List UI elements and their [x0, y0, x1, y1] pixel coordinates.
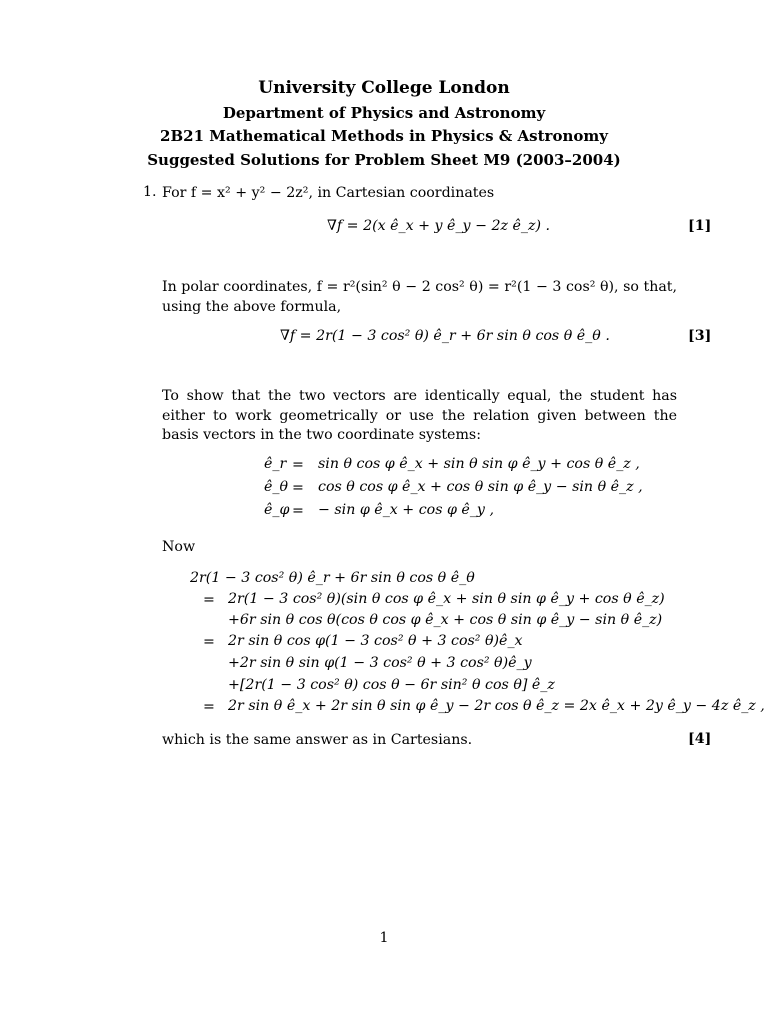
- now-label: Now: [162, 539, 196, 555]
- mark-label-3: [3]: [688, 328, 712, 344]
- equation-cartesian: ∇f = 2(x ê_x + y ê_y − 2z ê_z) .: [327, 218, 551, 234]
- page-number: 1: [379, 930, 389, 946]
- derivation-line: +[2r(1 − 3 cos² θ) cos θ − 6r sin² θ cos θ] ê_z: [228, 677, 555, 693]
- derivation-line: 2r sin θ ê_x + 2r sin θ sin φ ê_y − 2r cos θ ê_z = 2x ê_x + 2y ê_y − 4z ê_z ,: [228, 698, 765, 714]
- mark-label-4: [4]: [688, 731, 712, 747]
- derivation-line: +2r sin θ sin φ(1 − 3 cos² θ + 3 cos² θ)ê_y: [228, 655, 532, 671]
- derivation-rel: =: [203, 592, 215, 608]
- department-title: Department of Physics and Astronomy: [222, 104, 546, 122]
- equation-polar: ∇f = 2r(1 − 3 cos² θ) ê_r + 6r sin θ cos θ ê_θ .: [280, 328, 610, 344]
- derivation-rel: =: [203, 699, 215, 715]
- course-title: 2B21 Mathematical Methods in Physics & Astronomy: [160, 127, 608, 145]
- derivation-line: +6r sin θ cos θ(cos θ cos φ ê_x + cos θ sin φ ê_y − sin θ ê_z): [228, 612, 663, 628]
- polar-paragraph: In polar coordinates, f = r²(sin² θ − 2 cos² θ) = r²(1 − 3 cos² θ), so that, using the above formula,: [162, 279, 677, 315]
- derivation-line: 2r(1 − 3 cos² θ)(sin θ cos φ ê_x + sin θ sin φ ê_y + cos θ ê_z): [228, 591, 665, 607]
- basis-rhs: cos θ cos φ ê_x + cos θ sin φ ê_y − sin θ ê_z ,: [318, 479, 643, 495]
- basis-rel: =: [292, 457, 304, 473]
- university-title: University College London: [258, 78, 510, 98]
- show-paragraph: To show that the two vectors are identically equal, the student has either to work geometrically or use the relation given between the basis vectors in the two coordinate systems:: [162, 388, 677, 443]
- sheet-title: Suggested Solutions for Problem Sheet M9 (2003–2004): [147, 151, 621, 169]
- problem-number: 1.: [143, 184, 157, 200]
- basis-rel: =: [292, 480, 304, 496]
- basis-rel: =: [292, 503, 304, 519]
- mark-label-1: [1]: [688, 218, 712, 234]
- basis-rhs: sin θ cos φ ê_x + sin θ sin φ ê_y + cos θ ê_z ,: [318, 456, 640, 472]
- problem-intro: For f = x² + y² − 2z², in Cartesian coordinates: [162, 185, 495, 201]
- derivation-line: 2r(1 − 3 cos² θ) ê_r + 6r sin θ cos θ ê_θ: [190, 570, 475, 586]
- derivation-rel: =: [203, 634, 215, 650]
- basis-rhs: − sin φ ê_x + cos φ ê_y ,: [318, 502, 494, 518]
- basis-lhs: ê_θ: [264, 479, 289, 495]
- basis-lhs: ê_φ: [264, 502, 290, 518]
- derivation-line: 2r sin θ cos φ(1 − 3 cos² θ + 3 cos² θ)ê_x: [228, 633, 523, 649]
- conclusion-text: which is the same answer as in Cartesians.: [162, 732, 473, 748]
- basis-lhs: ê_r: [264, 456, 287, 472]
